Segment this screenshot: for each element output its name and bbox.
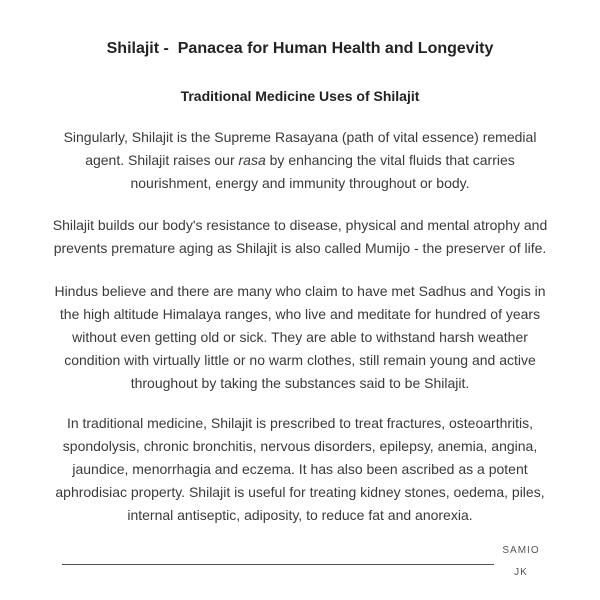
paragraph-line: aphrodisiac property. Shilajit is useful for treating kidney stones, oedema, piles,	[55, 484, 545, 500]
paragraph-line: nourishment, energy and immunity throughout or body.	[130, 175, 470, 191]
paragraph-line: condition with virtually little or no warm clothes, still remain young and active	[64, 352, 536, 368]
italic-term: rasa	[238, 152, 266, 168]
paragraph-hindus-belief	[50, 280, 550, 395]
paragraph-line: the high altitude Himalaya ranges, who live and meditate for hundred of years	[59, 306, 541, 322]
paragraph-rasayana	[50, 126, 550, 195]
paragraph-line: In traditional medicine, Shilajit is prescribed to treat fractures, osteoarthritis,	[66, 415, 534, 431]
text-segment: by enhancing the vital fluids that carries	[265, 152, 515, 168]
footer-brand-bottom: JK	[514, 567, 528, 578]
paragraph-line: Singularly, Shilajit is the Supreme Rasayana (path of vital essence) remedial	[63, 129, 537, 145]
paragraph-line: without even getting old or sick. They are able to withstand harsh weather	[72, 329, 528, 345]
paragraph-line: jaundice, menorrhagia and eczema. It has also been ascribed as a potent	[72, 461, 528, 477]
footer-divider	[62, 564, 494, 565]
paragraph-line	[50, 149, 550, 172]
paragraph-line: Shilajit builds our body's resistance to disease, physical and mental atrophy and	[52, 217, 548, 233]
text-segment: agent. Shilajit raises our	[85, 152, 239, 168]
footer-brand-top: SAMIO	[502, 545, 540, 556]
page-title: Shilajit - Panacea for Human Health and Longevity	[106, 40, 494, 57]
paragraph-line: prevents premature aging as Shilajit is also called Mumijo - the preserver of life.	[53, 240, 547, 256]
paragraph-line: internal antiseptic, adiposity, to reduce fat and anorexia.	[127, 507, 473, 523]
paragraph-line: Hindus believe and there are many who claim to have met Sadhus and Yogis in	[54, 283, 546, 299]
section-heading: Traditional Medicine Uses of Shilajit	[180, 88, 420, 104]
paragraph-line: spondolysis, chronic bronchitis, nervous disorders, epilepsy, anemia, angina,	[62, 438, 538, 454]
paragraph-resistance	[50, 214, 550, 260]
paragraph-traditional-medicine	[50, 412, 550, 527]
paragraph-line: throughout by taking the substances said to be Shilajit.	[130, 375, 470, 391]
